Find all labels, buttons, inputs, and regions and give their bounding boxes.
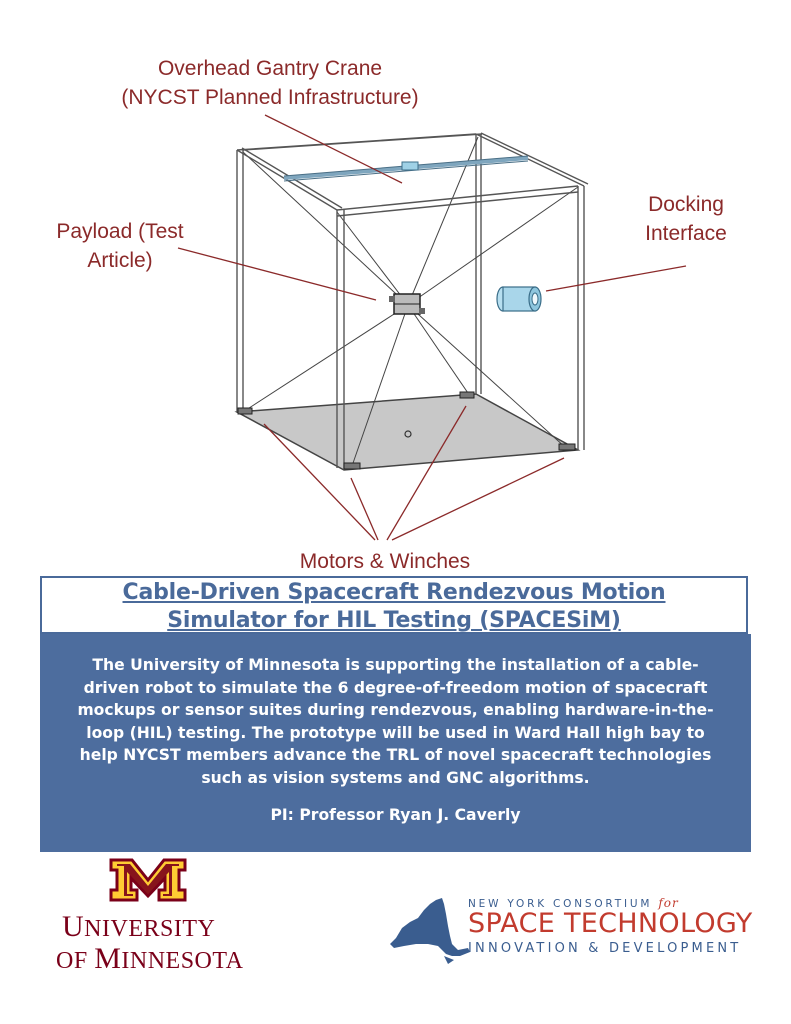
nycst-for-text: for xyxy=(658,896,679,910)
umn-block-m-icon xyxy=(108,856,188,904)
umn-wordmark-line1 xyxy=(62,910,215,944)
frame-top xyxy=(237,133,588,216)
description-paragraph xyxy=(40,634,751,790)
umn-of: OF xyxy=(56,948,95,974)
umn-initial-m: M xyxy=(94,942,122,975)
payload-callout xyxy=(40,217,200,275)
payload-test-article xyxy=(389,294,425,314)
description-line: loop (HIL) testing. The prototype will be used in Ward Hall high bay to xyxy=(86,723,705,742)
description-line: The University of Minnesota is supporting the installation of a cable- xyxy=(92,656,699,674)
title-box xyxy=(40,576,748,634)
docking-callout-line2: Interface xyxy=(645,222,727,245)
payload-leader-line xyxy=(178,248,376,300)
description-line: driven robot to simulate the 6 degree-of-freedom motion of spacecraft xyxy=(83,678,708,697)
gantry-trolley xyxy=(402,162,418,170)
motor-leader-line-4 xyxy=(392,458,564,540)
description-line: mockups or sensor suites during rendezvous, enabling hardware-in-the- xyxy=(77,701,714,720)
motor-leader-line-2 xyxy=(351,478,378,540)
floor-plate xyxy=(237,394,578,470)
gantry-callout-line1: Overhead Gantry Crane xyxy=(157,57,383,80)
new-york-state-map-icon xyxy=(388,894,472,970)
nycst-logo xyxy=(388,890,758,970)
docking-leader-line xyxy=(546,266,686,291)
docking-callout xyxy=(630,190,742,248)
umn-initial-u: U xyxy=(62,910,85,943)
gantry-crane-callout xyxy=(100,54,440,112)
nycst-main-title: SPACE TECHNOLOGY xyxy=(468,908,753,939)
university-of-minnesota-logo xyxy=(56,856,244,975)
nycst-subtitle: INNOVATION & DEVELOPMENT xyxy=(468,941,742,956)
gantry-callout-line2: (NYCST Planned Infrastructure) xyxy=(121,86,419,109)
payload-callout-line2: Article) xyxy=(87,249,153,272)
pi-credit: PI: Professor Ryan J. Caverly xyxy=(270,805,521,824)
docking-callout-line1: Docking xyxy=(648,193,724,216)
title-line-2: Simulator for HIL Testing (SPACESiM) xyxy=(167,608,621,633)
payload-callout-line1: Payload (Test xyxy=(56,220,184,243)
motors-winches-callout: Motors & Winches xyxy=(299,550,471,573)
description-line: help NYCST members advance the TRL of novel spacecraft technologies xyxy=(79,746,712,765)
umn-minnesota: INNESOTA xyxy=(121,948,244,974)
gantry-beam xyxy=(284,156,528,181)
docking-interface xyxy=(497,287,541,311)
description-line: such as vision systems and GNC algorithms. xyxy=(201,768,590,787)
nycst-consortium-text: NEW YORK CONSORTIUM xyxy=(468,898,653,910)
umn-university: NIVERSITY xyxy=(84,916,216,942)
title-line-1: Cable-Driven Spacecraft Rendezvous Motion xyxy=(122,580,666,605)
umn-wordmark-line2 xyxy=(56,942,243,976)
leader-lines xyxy=(178,115,686,540)
description-box xyxy=(40,634,751,852)
